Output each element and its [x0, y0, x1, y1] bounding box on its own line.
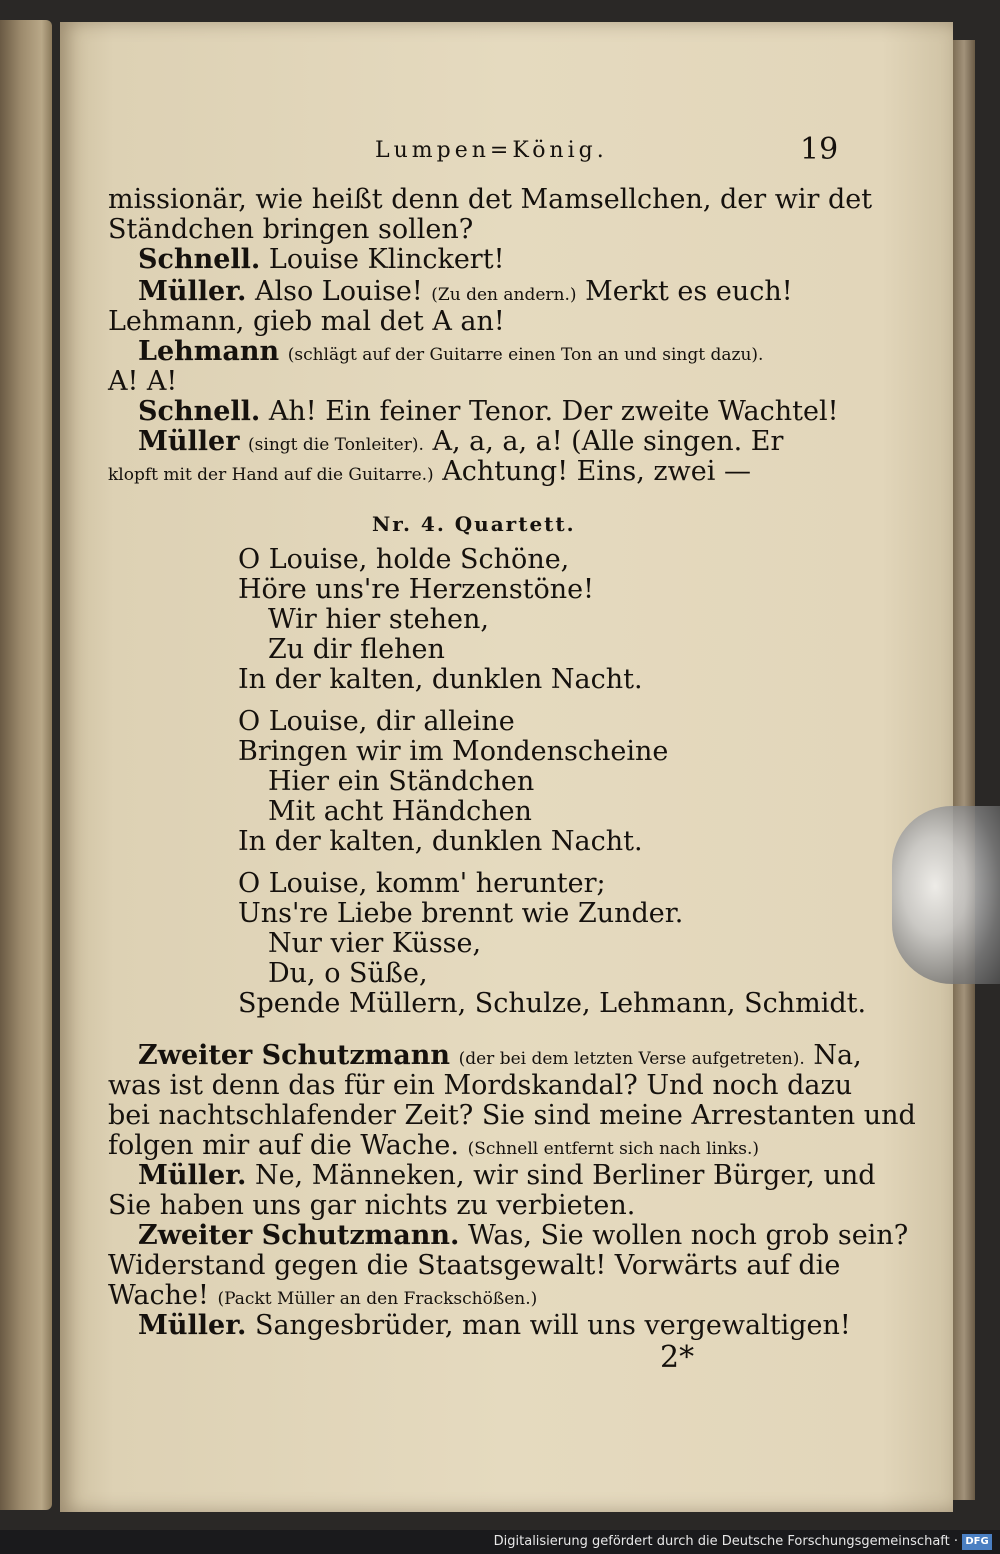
dialogue-line: Müller. Also Louise! (Zu den andern.) Merkt es euch! — [138, 276, 793, 307]
dialogue-line: Müller (singt die Tonleiter). A, a, a, a! (Alle singen. Er — [138, 426, 784, 457]
text-line: klopft mit der Hand auf die Guitarre.) Achtung! Eins, zwei — — [108, 456, 751, 487]
speaker-name: Schnell. — [138, 244, 261, 275]
speaker-name: Lehmann — [138, 336, 280, 367]
verse-line: Höre uns're Herzenstöne! — [238, 574, 594, 605]
text-line: Lehmann, gieb mal det A an! — [108, 306, 505, 337]
speaker-name: Zweiter Schutzmann. — [138, 1220, 460, 1251]
dialogue-line: Schnell. Ah! Ein feiner Tenor. Der zweite Wachtel! — [138, 396, 839, 427]
dialogue-line: Zweiter Schutzmann (der bei dem letzten Verse aufgetreten). Na, — [138, 1040, 862, 1071]
speaker-name: Müller. — [138, 1310, 247, 1341]
verse-line: Wir hier stehen, — [268, 604, 489, 635]
verse-line: Mit acht Händchen — [268, 796, 532, 827]
text-line: Ständchen bringen sollen? — [108, 214, 474, 245]
dfg-logo-icon: DFG — [962, 1534, 992, 1550]
left-page-edge — [0, 20, 52, 1510]
stage-direction: (Zu den andern.) — [431, 285, 577, 305]
page-number: 19 — [800, 132, 839, 167]
dialogue-line: Schnell. Louise Klinckert! — [138, 244, 505, 275]
speaker-name: Müller — [138, 426, 240, 457]
verse-line: In der kalten, dunklen Nacht. — [238, 664, 643, 695]
text-line: A! A! — [108, 366, 178, 397]
stage-direction: (Packt Müller an den Frackschößen.) — [217, 1289, 538, 1309]
stage-direction: klopft mit der Hand auf die Guitarre.) — [108, 465, 434, 485]
verse-line: O Louise, dir alleine — [238, 706, 515, 737]
page-stack-edge — [953, 40, 975, 1500]
verse-line: Zu dir flehen — [268, 634, 445, 665]
text-line: folgen mir auf die Wache. (Schnell entfernt sich nach links.) — [108, 1130, 759, 1161]
speaker-name: Schnell. — [138, 396, 261, 427]
dialogue-line: Müller. Sangesbrüder, man will uns vergewaltigen! — [138, 1310, 851, 1341]
speaker-name: Müller. — [138, 1160, 247, 1191]
verse-line: Uns're Liebe brennt wie Zunder. — [238, 898, 684, 929]
stage-direction: (schlägt auf der Guitarre einen Ton an und singt dazu). — [287, 345, 764, 365]
verse-line: O Louise, komm' herunter; — [238, 868, 606, 899]
text-line: Sie haben uns gar nichts zu verbieten. — [108, 1190, 636, 1221]
dialogue-line: Müller. Ne, Männeken, wir sind Berliner Bürger, und — [138, 1160, 876, 1191]
funding-notice: Digitalisierung gefördert durch die Deutsche Forschungsgemeinschaft · — [493, 1534, 958, 1549]
text-line: Widerstand gegen die Staatsgewalt! Vorwärts auf die — [108, 1250, 841, 1281]
footer-bar — [0, 1530, 1000, 1554]
stage-direction: (Schnell entfernt sich nach links.) — [467, 1139, 759, 1159]
stage-direction: (der bei dem letzten Verse aufgetreten). — [458, 1049, 805, 1069]
text-line: bei nachtschlafender Zeit? Sie sind meine Arrestanten und — [108, 1100, 916, 1131]
stage-direction: (singt die Tonleiter). — [248, 435, 424, 455]
verse-line: Spende Müllern, Schulze, Lehmann, Schmidt. — [238, 988, 867, 1019]
dialogue-line — [138, 336, 763, 367]
text-line: Wache! (Packt Müller an den Frackschößen.) — [108, 1280, 538, 1311]
section-title: Nr. 4. Quartett. — [372, 512, 576, 536]
verse-line: Nur vier Küsse, — [268, 928, 482, 959]
page-clip — [892, 806, 1000, 984]
verse-line: Hier ein Ständchen — [268, 766, 535, 797]
verse-line: Bringen wir im Mondenscheine — [238, 736, 669, 767]
text-line: was ist denn das für ein Mordskandal? Und noch dazu — [108, 1070, 853, 1101]
dialogue-line: Zweiter Schutzmann. Was, Sie wollen noch grob sein? — [138, 1220, 909, 1251]
speaker-name: Zweiter Schutzmann — [138, 1040, 450, 1071]
verse-line: O Louise, holde Schöne, — [238, 544, 570, 575]
running-header: Lumpen=König. — [375, 138, 608, 163]
speaker-name: Müller. — [138, 276, 247, 307]
signature-mark: 2* — [660, 1340, 695, 1375]
verse-line: Du, o Süße, — [268, 958, 428, 989]
text-line: missionär, wie heißt denn det Mamsellchen, der wir det — [108, 184, 873, 215]
verse-line: In der kalten, dunklen Nacht. — [238, 826, 643, 857]
